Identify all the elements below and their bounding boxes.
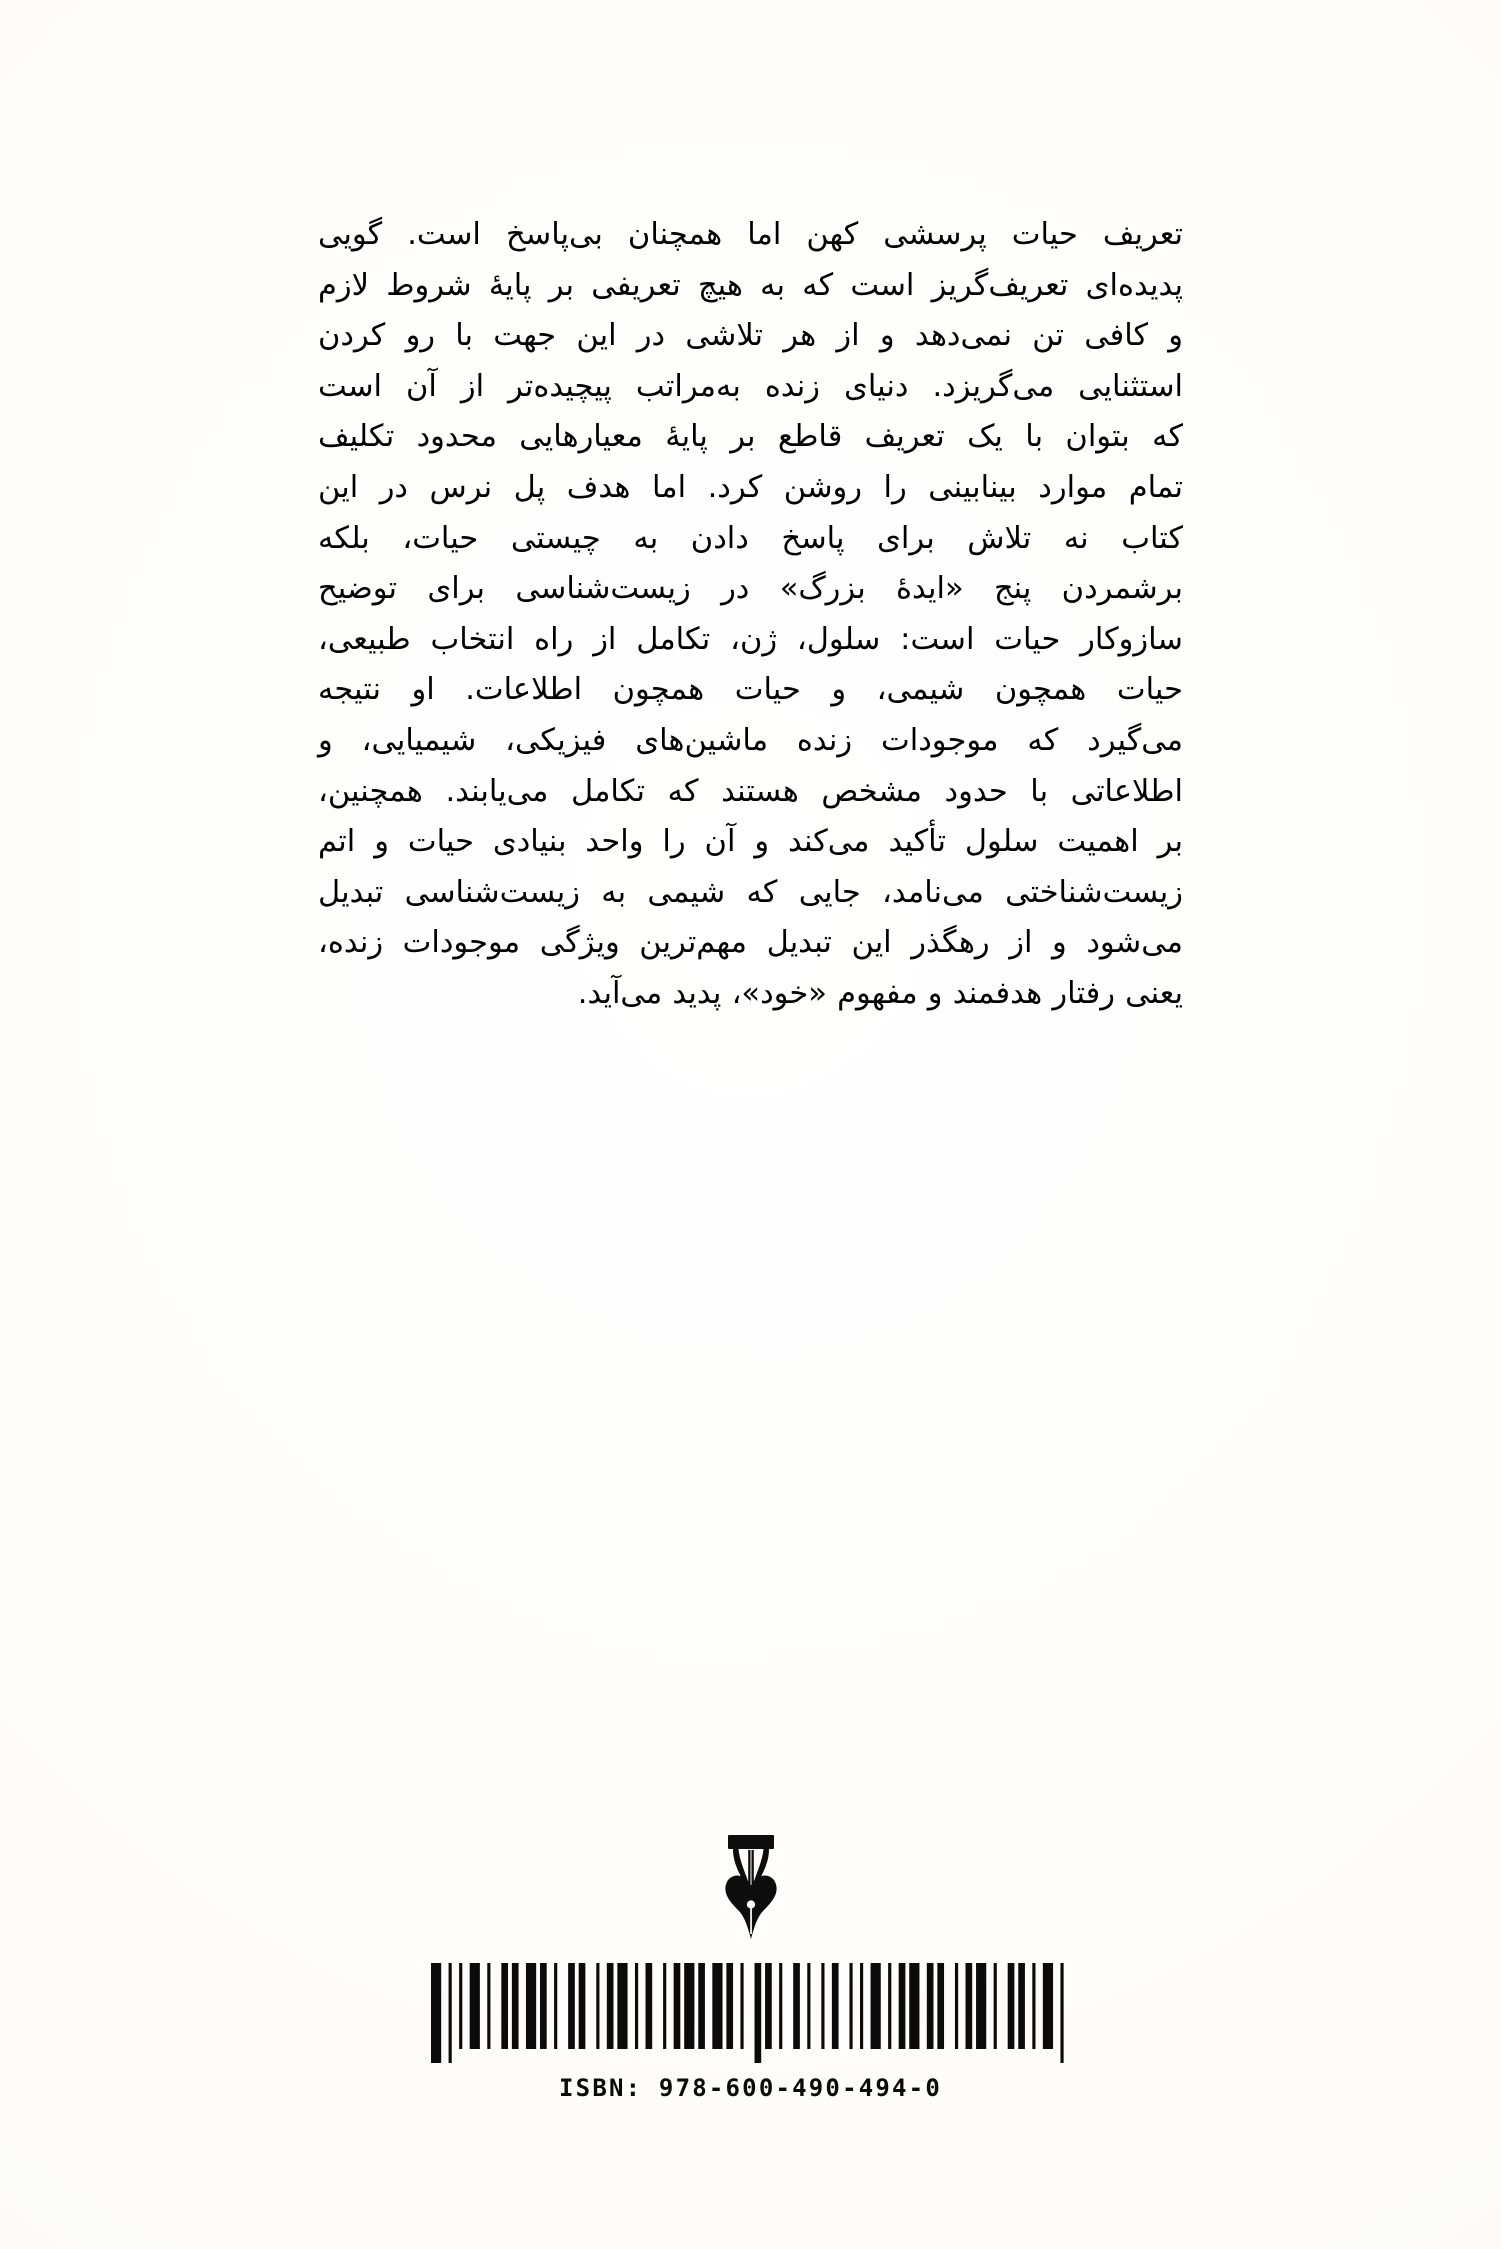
blurb-line: برشمردن پنج «ایدهٔ بزرگ» در زیست‌شناسی برای توضیح (318, 571, 1183, 607)
blurb-line: اطلاعاتی با حدود مشخص هستند که تکامل می‌یابند. همچنین، (318, 773, 1183, 809)
blurb-line: کتاب نه تلاش برای پاسخ دادن به چیستی حیات، بلکه (318, 520, 1183, 556)
blurb-line: بر اهمیت سلول تأکید می‌کند و آن را واحد بنیادی حیات و اتم (318, 824, 1183, 860)
isbn-text: ISBN: 978-600-490-494-0 (559, 2074, 942, 2102)
blurb-line: می‌گیرد که موجودات زنده ماشین‌های فیزیکی، شیمیایی، و (318, 722, 1183, 758)
blurb-line: تمام موارد بینابینی را روشن کرد. اما هدف پل نرس در این (318, 469, 1183, 505)
publisher-logo (0, 1832, 1501, 1942)
blurb-line: تعریف حیات پرسشی کهن اما همچنان بی‌پاسخ است. گویی (318, 217, 1183, 252)
blurb-line: یعنی رفتار هدفمند و مفهوم «خود»، پدید می‌آید. (577, 975, 1183, 1011)
blurb-line: می‌شود و از رهگذر این تبدیل مهم‌ترین ویژگی موجودات زنده، (318, 925, 1183, 961)
back-cover-blurb (318, 210, 1183, 1020)
blurb-line: سازوکار حیات است: سلول، ژن، تکامل از راه انتخاب طبیعی، (318, 621, 1183, 657)
barcode-block (0, 1963, 1501, 2102)
blurb-line: پدیده‌ای تعریف‌گریز است که به هیچ تعریفی بر پایهٔ شروط لازم (318, 267, 1183, 303)
fountain-pen-nib-icon (714, 1832, 788, 1942)
blurb-line: زیست‌شناختی می‌نامد، جایی که شیمی به زیست‌شناسی تبدیل (318, 874, 1183, 910)
blurb-line: و کافی تن نمی‌دهد و از هر تلاشی در این جهت با رو کردن (318, 318, 1183, 354)
ean13-barcode (431, 1963, 1071, 2067)
blurb-line: حیات همچون شیمی، و حیات همچون اطلاعات. او نتیجه (318, 672, 1183, 708)
blurb-line: استثنایی می‌گریزد. دنیای زنده به‌مراتب پیچیده‌تر از آن است (318, 368, 1183, 404)
blurb-line: که بتوان با یک تعریف قاطع بر پایهٔ معیارهایی محدود تکلیف (318, 419, 1183, 455)
